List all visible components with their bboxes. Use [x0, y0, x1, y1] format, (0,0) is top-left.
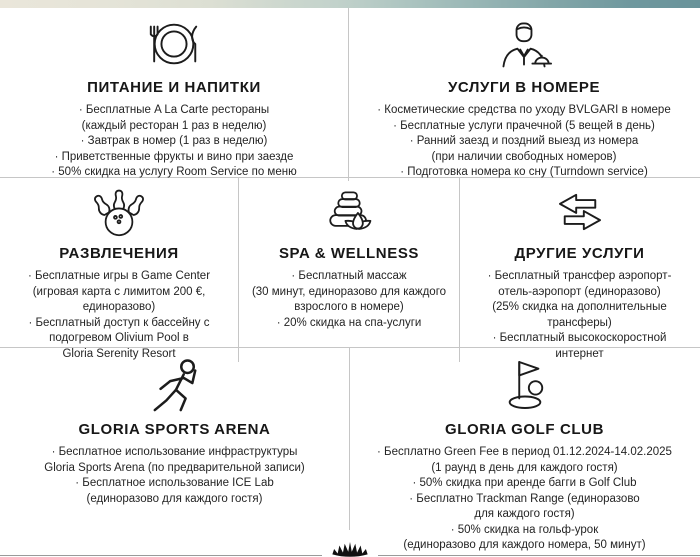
benefit-line: (единоразово для каждого гостя) [86, 492, 263, 505]
section-golf-club [349, 348, 700, 554]
benefit-line: для каждого гостя) [474, 508, 575, 520]
benefit-list [44, 445, 304, 507]
benefit-line: (каждый ресторан 1 раз в неделю) [81, 119, 267, 132]
section-title: GLORIA SPORTS ARENA [78, 421, 271, 438]
section-spa-wellness [239, 178, 460, 362]
benefit-line: · Бесплатные A La Carte рестораны [78, 104, 270, 116]
section-title: ПИТАНИЕ И НАПИТКИ [87, 79, 261, 96]
section-title: SPA & WELLNESS [278, 245, 420, 262]
section-title: УСЛУГИ В НОМЕРЕ [447, 79, 601, 96]
benefits-row-3 [0, 348, 700, 551]
benefit-line: подогревом Olivium Pool в [49, 332, 189, 344]
footer-line-right [378, 555, 700, 556]
benefit-line: трансферы) [547, 316, 612, 329]
benefit-line: · Бесплатный трансфер аэропорт- [487, 270, 672, 282]
benefit-line: взрослого в номере) [294, 301, 404, 313]
benefit-line: (единоразово для каждого номера, 50 минут) [403, 539, 646, 551]
benefit-line: · Бесплатно Trackman Range (единоразово [409, 492, 640, 505]
benefits-row-2 [0, 178, 700, 360]
restaurant-icon [145, 16, 203, 72]
bowling-icon [94, 186, 144, 238]
benefit-line: · 20% скидка на спа-услуги [276, 316, 422, 329]
benefit-line: · Подготовка номера ко сну (Turndown service) [400, 166, 648, 178]
benefit-line: · Бесплатный высокоскоростной [492, 332, 667, 344]
section-room-services [349, 8, 699, 181]
decorative-header-strip [0, 0, 700, 8]
footer-line-left [0, 555, 322, 556]
benefit-line: (1 раунд в день для каждого гостя) [431, 461, 618, 474]
benefit-line: · 50% скидка при аренде багги в Golf Club [412, 477, 637, 489]
transfer-arrows-icon [555, 186, 605, 238]
benefit-list [377, 445, 672, 554]
benefit-line: · Косметические средства по уходу BVLGARI в номере [377, 104, 671, 116]
section-entertainment [0, 178, 239, 362]
benefit-list [252, 269, 446, 331]
runner-icon [149, 356, 201, 414]
vertical-divider [349, 348, 350, 530]
benefit-line: · Бесплатные игры в Game Center [27, 270, 211, 282]
concierge-icon [496, 16, 552, 72]
benefit-list [51, 103, 296, 181]
benefit-line: · Ранний заезд и поздний выезд из номера [409, 135, 639, 147]
benefit-line: · Бесплатный доступ к бассейну с [28, 316, 210, 329]
benefit-line: · Бесплатно Green Fee в период 01.12.2024-14.02.2025 [377, 446, 672, 458]
section-title: РАЗВЛЕЧЕНИЯ [59, 245, 179, 262]
crown-icon [330, 542, 370, 557]
benefit-line: · Бесплатный массаж [291, 270, 407, 282]
section-title: GLORIA GOLF CLUB [444, 421, 605, 438]
benefit-line: · 50% скидка на услугу Room Service по меню [51, 166, 297, 178]
spa-stones-icon [324, 186, 374, 238]
benefit-line: · 50% скидка на гольф-урок [450, 523, 599, 536]
benefit-list [377, 103, 670, 181]
benefit-line: Gloria Serenity Resort [62, 347, 176, 360]
benefit-line: интернет [555, 347, 604, 360]
benefit-line: (при наличии свободных номеров) [431, 150, 617, 163]
golf-flag-icon [502, 356, 548, 414]
benefit-line: · Завтрак в номер (1 раз в неделю) [80, 135, 268, 147]
benefit-line: Gloria Sports Arena (по предварительной записи) [44, 461, 305, 474]
section-dining [0, 8, 349, 181]
section-title: ДРУГИЕ УСЛУГИ [514, 245, 645, 262]
benefit-line: · Приветственные фрукты и вино при заезде [54, 150, 294, 163]
benefit-line: (25% скидка на дополнительные [492, 301, 667, 313]
benefit-line: · Бесплатные услуги прачечной (5 вещей в день) [393, 119, 655, 132]
benefit-line: (игровая карта с лимитом 200 €, [32, 285, 206, 298]
footer [0, 541, 700, 557]
benefit-line: единоразово) [82, 301, 156, 313]
section-sports-arena [0, 348, 349, 554]
benefit-line: отель-аэропорт (единоразово) [498, 285, 661, 298]
benefit-line: · Бесплатное использование ICE Lab [75, 477, 274, 489]
benefit-line: (30 минут, единоразово для каждого [251, 285, 447, 298]
section-other-services [460, 178, 699, 362]
benefits-row-1 [0, 8, 700, 178]
benefit-line: · Бесплатное использование инфраструктуры [51, 446, 298, 458]
